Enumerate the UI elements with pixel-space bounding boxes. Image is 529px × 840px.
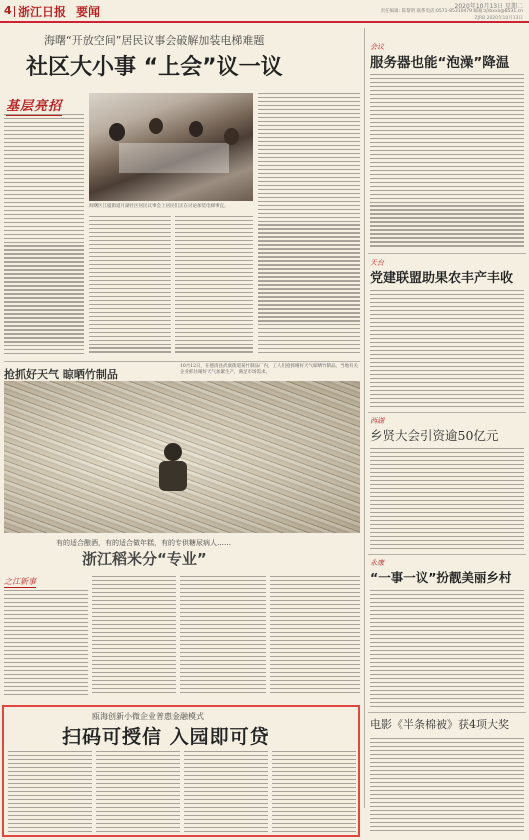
- date-line: 2020年10月13日 星期二: [454, 3, 523, 10]
- xihu-body: [370, 448, 524, 552]
- xihu-headline: 乡贤大会引资逾50亿元: [370, 428, 499, 443]
- bubble-body: [370, 74, 524, 250]
- loan-body-4: [272, 751, 356, 835]
- party-column-tag: 天台: [370, 259, 384, 267]
- divider-party-tariff: [368, 412, 526, 413]
- jiceng-liangzhao-logo: 基层亮招: [6, 95, 62, 116]
- page-flag-divider: [14, 6, 15, 17]
- lead-body-left: [4, 114, 84, 358]
- bubble-headline: 服务器也能“泡澡”降温: [370, 55, 510, 71]
- divider-bubble-party: [368, 253, 526, 254]
- rice-kicker: 有的适合酿酒，有的适合做年糕，有的专供糖尿病人……: [56, 539, 231, 547]
- film-headline: 电影《半条棉被》获4项大奖: [370, 718, 509, 731]
- editor-line: 责任编辑: 陈黎明 联系电话:0571-85310479 邮箱:zjrbxxx@8531.cn: [380, 9, 523, 14]
- masthead-rule: [0, 21, 529, 23]
- divider-xihu-village: [368, 554, 526, 555]
- loan-kicker: 瓯海创新小微企业普惠金融模式: [92, 712, 204, 721]
- masthead: [0, 0, 529, 22]
- bamboo-drying-photo: [4, 381, 360, 533]
- rice-body-3: [180, 576, 266, 698]
- village-body: [370, 590, 524, 710]
- loan-body-2: [96, 751, 180, 835]
- lead-body-far-right: [258, 93, 360, 358]
- party-body: [370, 290, 524, 410]
- divider-lead-photo: [4, 361, 360, 362]
- rice-body-4: [270, 576, 360, 698]
- column-divider-right: [364, 28, 365, 808]
- village-column-tag: 永康: [370, 559, 384, 567]
- loan-body-1: [8, 751, 92, 835]
- zhijiang-xinshi-tag: 之江新事: [4, 577, 36, 586]
- lead-kicker: 海曙“开放空间”居民议事会破解加装电梯难题: [44, 34, 265, 47]
- sub-date-line: ZJRB 2020年10月13日: [474, 16, 523, 21]
- page-number: 4: [4, 4, 12, 17]
- rice-body-2: [92, 576, 176, 698]
- lead-photo-caption: 海曙区江厦街道月湖社区居民议事会上居民们正在讨论加装电梯事宜。: [89, 204, 229, 209]
- lead-headline: 社区大小事 “上会”议一议: [26, 55, 283, 80]
- section-name: 要闻: [76, 5, 101, 19]
- xihu-column-tag: 西湖: [370, 417, 384, 425]
- rice-headline: 浙江稻米分“专业”: [82, 550, 207, 568]
- bubble-column-tag: 会议: [370, 43, 384, 51]
- loan-body-3: [184, 751, 268, 835]
- lead-photo-meeting: [89, 93, 253, 201]
- village-headline: “一事一议”扮靓美丽乡村: [370, 570, 512, 585]
- film-body: [370, 738, 524, 834]
- loan-headline: 扫码可授信 入园即可贷: [62, 726, 270, 748]
- rice-body-1: [4, 590, 88, 698]
- photo-caption-title: 抢抓好天气 晾晒竹制品: [4, 368, 118, 381]
- lead-body-right: [175, 216, 253, 358]
- lead-body-middle: [89, 216, 171, 358]
- party-headline: 党建联盟助果农丰产丰收: [370, 271, 514, 286]
- divider-village-film: [368, 712, 526, 713]
- paper-name: 浙江日报: [18, 5, 67, 19]
- loan-highlight-box: [2, 705, 360, 837]
- photo-caption-text: 10月12日，在德清县武康街道某竹制品厂内，工人们抢抓晴好天气晾晒竹制品。当地有关企业抓住晴好天气加紧生产，满足市场需求。: [180, 364, 358, 375]
